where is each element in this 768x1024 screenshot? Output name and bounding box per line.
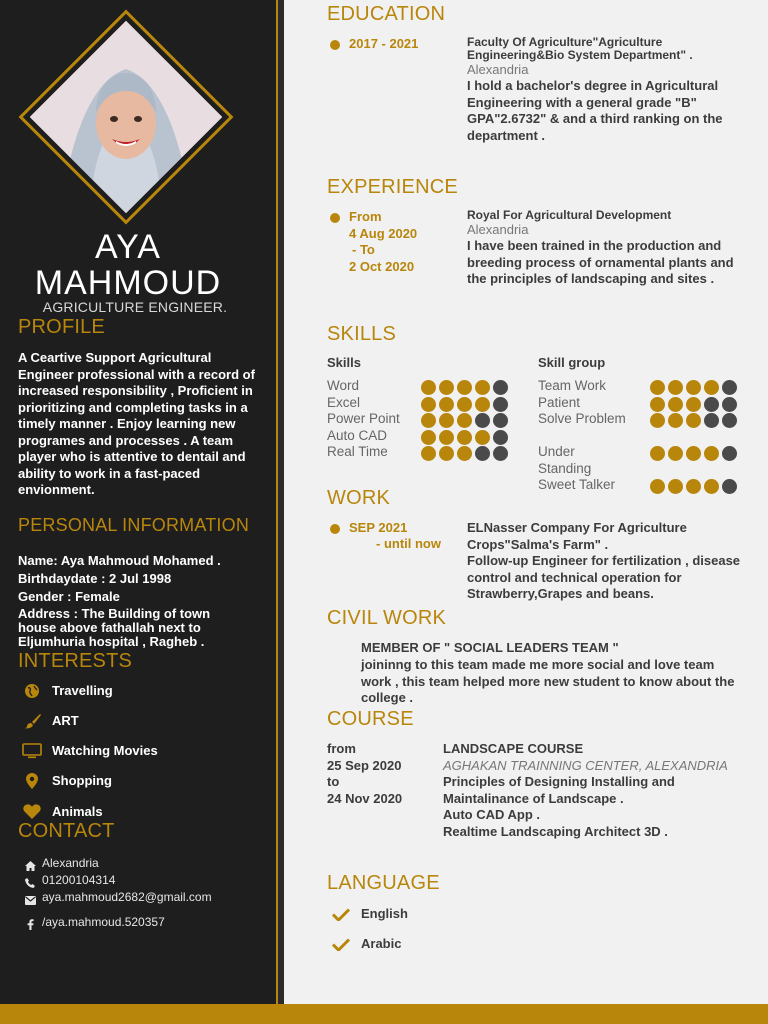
language-item: Arabic bbox=[361, 936, 402, 951]
timeline-bullet bbox=[330, 524, 340, 534]
experience-location: Alexandria bbox=[467, 222, 529, 237]
course-from-label: from bbox=[327, 741, 356, 756]
experience-from-label: From bbox=[349, 209, 382, 224]
rating-dot-filled bbox=[439, 397, 454, 412]
contact-city: Alexandria bbox=[42, 856, 99, 870]
experience-org: Royal For Agricultural Development bbox=[467, 208, 672, 222]
map-pin-icon bbox=[26, 773, 38, 794]
rating-dot-filled bbox=[686, 397, 701, 412]
rating-dot-empty bbox=[722, 446, 737, 461]
rating-dot-filled bbox=[704, 446, 719, 461]
education-desc: I hold a bachelor's degree in Agricultural Engineering with a general grade "B" GPA"2.6732" & and a third ranking on the department . bbox=[467, 78, 723, 143]
civil-work-title: MEMBER OF " SOCIAL LEADERS TEAM " bbox=[361, 640, 619, 655]
course-to-label: to bbox=[327, 774, 340, 789]
rating-dot-filled bbox=[686, 413, 701, 428]
contact-phone[interactable]: 01200104314 bbox=[42, 873, 116, 887]
contact-email[interactable]: aya.mahmoud2682@gmail.com bbox=[42, 890, 212, 904]
rating-dot-filled bbox=[668, 446, 683, 461]
rating-dot-filled bbox=[475, 380, 490, 395]
rating-dot-filled bbox=[421, 413, 436, 428]
timeline-bullet bbox=[330, 40, 340, 50]
skill-rating bbox=[421, 397, 511, 412]
rating-dot-empty bbox=[704, 397, 719, 412]
rating-dot-empty bbox=[722, 413, 737, 428]
envelope-icon bbox=[25, 892, 36, 910]
personal-info-heading: PERSONAL INFORMATION bbox=[18, 515, 250, 535]
skill-rating bbox=[421, 380, 511, 395]
rating-dot-filled bbox=[421, 430, 436, 445]
rating-dot-empty bbox=[493, 413, 508, 428]
interest-item: ART bbox=[52, 713, 79, 728]
monitor-icon bbox=[22, 743, 42, 764]
course-line2: Auto CAD App . bbox=[443, 807, 540, 822]
rating-dot-filled bbox=[457, 430, 472, 445]
rating-dot-filled bbox=[457, 397, 472, 412]
rating-dot-filled bbox=[668, 479, 683, 494]
rating-dot-filled bbox=[668, 380, 683, 395]
rating-dot-filled bbox=[439, 380, 454, 395]
education-org: Faculty Of Agriculture"Agriculture Engineering&Bio System Department" . bbox=[467, 35, 693, 62]
civil-work-heading: CIVIL WORK bbox=[327, 607, 447, 629]
rating-dot-filled bbox=[704, 380, 719, 395]
skill-rating bbox=[650, 446, 740, 461]
rating-dot-empty bbox=[722, 380, 737, 395]
rating-dot-filled bbox=[686, 446, 701, 461]
rating-dot-filled bbox=[439, 413, 454, 428]
course-heading: COURSE bbox=[327, 708, 414, 730]
rating-dot-filled bbox=[457, 413, 472, 428]
rating-dot-filled bbox=[650, 479, 665, 494]
education-heading: EDUCATION bbox=[327, 3, 446, 25]
skills-group2-title: Skill group bbox=[538, 355, 606, 370]
rating-dot-filled bbox=[650, 397, 665, 412]
skill-name: Excel bbox=[327, 394, 361, 410]
skills-heading: SKILLS bbox=[327, 323, 397, 345]
rating-dot-filled bbox=[650, 446, 665, 461]
skill-name: Real Time bbox=[327, 444, 388, 459]
work-org: ELNasser Company For Agriculture Crops"Salma's Farm" . bbox=[467, 520, 687, 552]
contact-heading: CONTACT bbox=[18, 820, 115, 842]
skill-name: Auto CAD bbox=[327, 427, 388, 443]
personal-gender: Gender : Female bbox=[18, 589, 120, 604]
skill-name: Under Standing bbox=[538, 444, 592, 476]
rating-dot-filled bbox=[650, 413, 665, 428]
contact-facebook[interactable]: /aya.mahmoud.520357 bbox=[42, 915, 165, 929]
job-title: AGRICULTURE ENGINEER. bbox=[42, 299, 228, 315]
rating-dot-empty bbox=[493, 380, 508, 395]
course-to-date: 24 Nov 2020 bbox=[327, 791, 403, 806]
sidebar-divider bbox=[276, 0, 278, 1004]
rating-dot-filled bbox=[475, 430, 490, 445]
education-date: 2017 - 2021 bbox=[349, 36, 419, 51]
check-icon bbox=[332, 908, 350, 926]
skill-rating bbox=[421, 430, 511, 445]
rating-dot-filled bbox=[439, 430, 454, 445]
work-date: SEP 2021 bbox=[349, 520, 408, 535]
skill-rating bbox=[650, 397, 740, 412]
personal-name: Name: Aya Mahmoud Mohamed . bbox=[18, 553, 221, 568]
rating-dot-filled bbox=[686, 479, 701, 494]
rating-dot-filled bbox=[421, 397, 436, 412]
bottom-bar bbox=[0, 1004, 768, 1024]
experience-from-date: 4 Aug 2020 bbox=[349, 226, 418, 241]
rating-dot-empty bbox=[475, 446, 490, 461]
rating-dot-filled bbox=[668, 397, 683, 412]
course-line3: Realtime Landscaping Architect 3D . bbox=[443, 824, 668, 839]
experience-heading: EXPERIENCE bbox=[327, 176, 458, 198]
work-desc: Follow-up Engineer for fertilization , disease control and technical operation for Strawberry,Grapes and beans. bbox=[467, 553, 741, 601]
first-name: AYA bbox=[95, 228, 161, 266]
rating-dot-empty bbox=[493, 430, 508, 445]
rating-dot-filled bbox=[668, 413, 683, 428]
skill-name: Power Point bbox=[327, 411, 400, 426]
experience-to-date: 2 Oct 2020 bbox=[349, 259, 415, 274]
interests-heading: INTERESTS bbox=[18, 650, 133, 672]
skill-rating bbox=[421, 446, 511, 461]
interest-item: Animals bbox=[52, 804, 103, 819]
timeline-bullet bbox=[330, 213, 340, 223]
personal-birthday: Birthdaydate : 2 Jul 1998 bbox=[18, 571, 172, 586]
personal-address: Address : The Building of town house above fathallah next to Eljumhuria hospital , Ragheb . bbox=[18, 606, 211, 649]
rating-dot-empty bbox=[722, 479, 737, 494]
course-name: LANDSCAPE COURSE bbox=[443, 741, 584, 756]
rating-dot-filled bbox=[704, 479, 719, 494]
skill-name: Team Work bbox=[538, 378, 607, 393]
skill-name: Solve Problem bbox=[538, 411, 626, 426]
profile-text: A Ceartive Support Agricultural Engineer professional with a record of increased responsibility , Proficient in prioritizing and completing tasks in a timely manner . Enjoy learning new programes and processes . A team player who is attentive to dentail and ability to work in a fast-paced envionment. bbox=[18, 350, 255, 497]
skill-name: Sweet Talker bbox=[538, 477, 616, 492]
rating-dot-filled bbox=[475, 397, 490, 412]
civil-work-desc: joininng to this team made me more social and love team work , this team helped more new student to know about the college . bbox=[361, 657, 735, 705]
rating-dot-filled bbox=[650, 380, 665, 395]
rating-dot-filled bbox=[457, 380, 472, 395]
education-location: Alexandria bbox=[467, 62, 529, 77]
course-center: AGHAKAN TRAINNING CENTER, ALEXANDRIA bbox=[443, 758, 728, 773]
course-line1: Principles of Designing Installing and Maintalinance of Landscape . bbox=[443, 774, 675, 806]
sidebar-edge bbox=[278, 0, 284, 1004]
rating-dot-filled bbox=[439, 446, 454, 461]
rating-dot-filled bbox=[421, 446, 436, 461]
skill-rating bbox=[650, 380, 740, 395]
rating-dot-filled bbox=[457, 446, 472, 461]
phone-icon bbox=[25, 875, 35, 893]
globe-icon bbox=[24, 683, 40, 704]
skill-rating bbox=[650, 479, 740, 494]
skill-rating bbox=[421, 413, 511, 428]
facebook-icon bbox=[27, 917, 34, 935]
work-heading: WORK bbox=[327, 487, 391, 509]
skill-name: Patient bbox=[538, 394, 581, 410]
check-icon bbox=[332, 938, 350, 956]
profile-heading: PROFILE bbox=[18, 316, 105, 338]
rating-dot-filled bbox=[686, 380, 701, 395]
brush-icon bbox=[24, 713, 42, 734]
interest-item: Travelling bbox=[52, 683, 113, 698]
experience-to-label: - To bbox=[352, 242, 375, 257]
work-date-to: - until now bbox=[376, 536, 441, 551]
rating-dot-empty bbox=[493, 397, 508, 412]
home-icon bbox=[25, 858, 36, 876]
last-name: MAHMOUD bbox=[34, 264, 222, 302]
rating-dot-empty bbox=[475, 413, 490, 428]
language-item: English bbox=[361, 906, 408, 921]
skill-name: Word bbox=[327, 378, 360, 393]
interest-item: Watching Movies bbox=[52, 743, 158, 758]
rating-dot-empty bbox=[704, 413, 719, 428]
course-from-date: 25 Sep 2020 bbox=[327, 758, 402, 773]
experience-desc: I have been trained in the production and breeding process of ornamental plants and the principles of landscaping and sites . bbox=[467, 238, 734, 286]
skill-rating bbox=[650, 413, 740, 428]
interest-item: Shopping bbox=[52, 773, 112, 788]
rating-dot-empty bbox=[722, 397, 737, 412]
language-heading: LANGUAGE bbox=[327, 872, 440, 894]
skills-group1-title: Skills bbox=[327, 355, 361, 370]
rating-dot-empty bbox=[493, 446, 508, 461]
rating-dot-filled bbox=[421, 380, 436, 395]
